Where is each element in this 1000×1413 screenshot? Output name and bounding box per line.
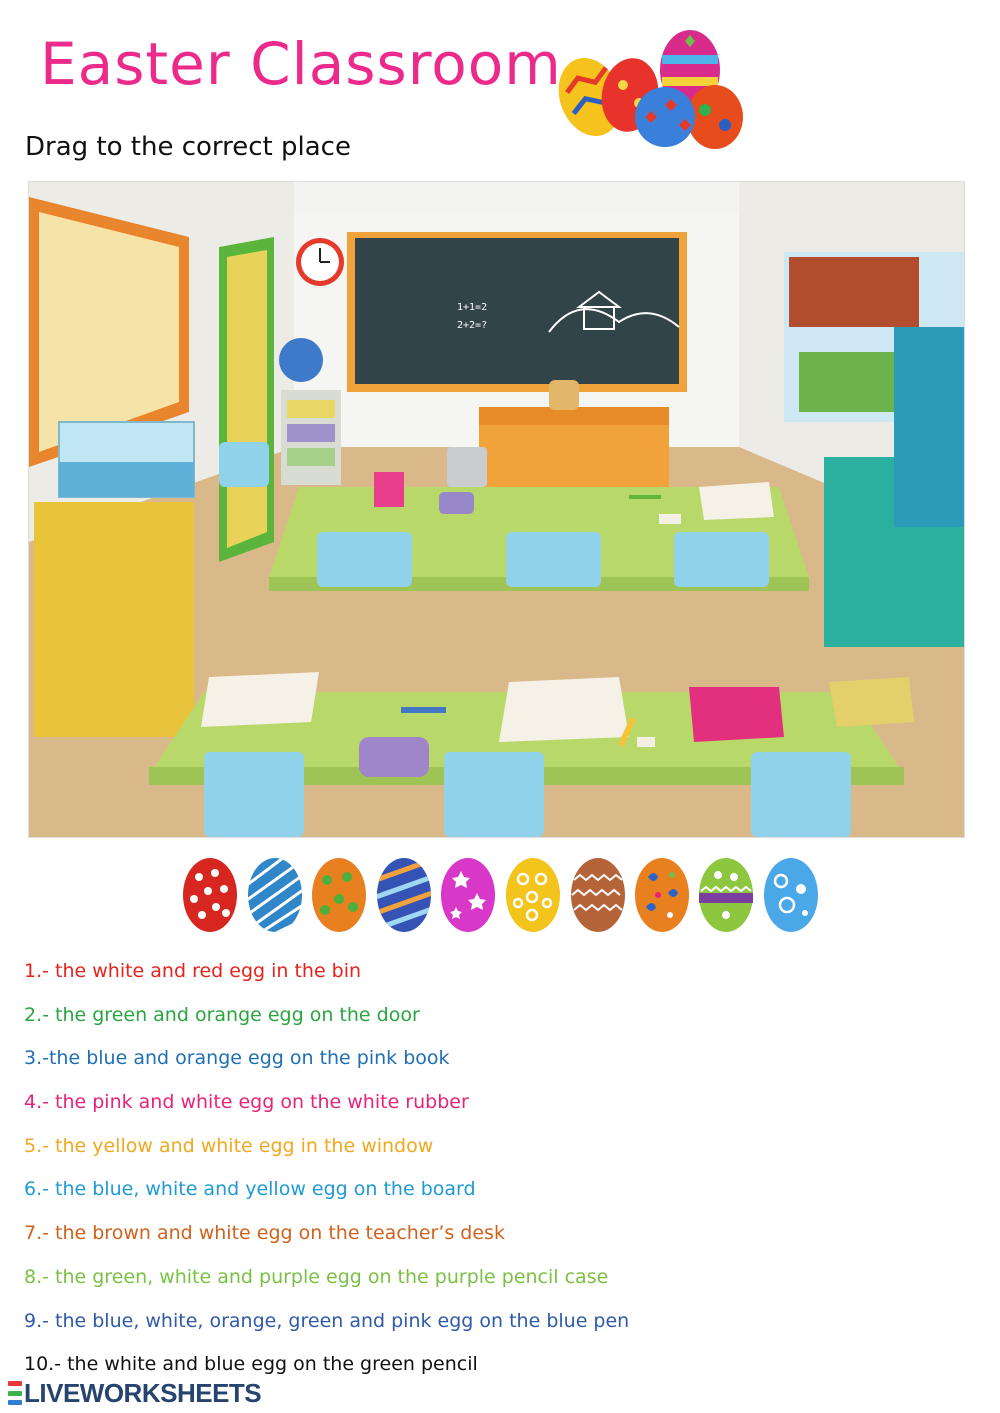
open-book-2 <box>201 672 319 727</box>
instruction-8: 8.- the green, white and purple egg on the purple pencil case <box>24 1265 609 1288</box>
egg-multicolor[interactable] <box>634 855 690 933</box>
chair-6 <box>751 752 851 837</box>
egg-palette <box>180 855 820 940</box>
page-title: Easter Classroom <box>40 30 562 98</box>
egg-green-orange[interactable] <box>311 855 367 933</box>
instruction-9: 9.- the blue, white, orange, green and pink egg on the blue pen <box>24 1309 630 1332</box>
egg-white-red[interactable] <box>182 855 238 933</box>
board-text-1: 1+1=2 <box>457 302 488 313</box>
instruction-5: 5.- the yellow and white egg in the window <box>24 1134 434 1157</box>
pink-book <box>689 687 784 742</box>
egg-yellow-white[interactable] <box>505 855 561 933</box>
liveworksheets-logo-icon <box>8 1381 22 1405</box>
pencil-cup <box>374 472 404 507</box>
chair-1 <box>317 532 412 587</box>
window-blind <box>789 257 919 327</box>
egg-pile-decoration <box>555 25 745 150</box>
blue-pen <box>401 707 446 713</box>
purple-pencil-case <box>359 737 429 777</box>
white-rubber-2 <box>637 737 655 747</box>
chair-2 <box>506 532 601 587</box>
brand-name: LIVEWORKSHEETS <box>24 1377 262 1408</box>
white-rubber-1 <box>659 514 681 524</box>
sharpener <box>439 492 474 514</box>
chair-3 <box>674 532 769 587</box>
chair-side <box>219 442 269 487</box>
instruction-7: 7.- the brown and white egg on the teacher’s desk <box>24 1222 505 1245</box>
egg-brown-white[interactable] <box>570 855 626 933</box>
egg-pink-white[interactable] <box>440 855 496 933</box>
board-text-2: 2+2=? <box>457 320 488 331</box>
egg-white-blue[interactable] <box>763 855 819 933</box>
egg-blue-white[interactable] <box>247 855 303 933</box>
instruction-3: 3.-the blue and orange egg on the pink book <box>24 1047 450 1070</box>
instruction-list <box>24 958 629 1395</box>
open-book-1 <box>699 482 774 520</box>
instruction-6: 6.- the blue, white and yellow egg on the board <box>24 1178 476 1201</box>
globe <box>279 338 323 382</box>
teacher-chair <box>549 380 579 410</box>
yellow-book <box>829 677 914 727</box>
chair-5 <box>444 752 544 837</box>
blackboard <box>355 238 679 384</box>
classroom-scene <box>28 181 965 838</box>
liveworksheets-logo <box>8 1377 262 1408</box>
chair-4 <box>204 752 304 837</box>
left-cabinet <box>34 502 194 737</box>
instruction-1: 1.- the white and red egg in the bin <box>24 960 362 982</box>
green-pen <box>629 495 661 499</box>
instruction-subtitle: Drag to the correct place <box>25 132 351 162</box>
egg-green-white-purple[interactable] <box>698 855 754 933</box>
instruction-4: 4.- the pink and white egg on the white rubber <box>24 1091 469 1114</box>
egg-blue-orange[interactable] <box>376 855 432 933</box>
instruction-2: 2.- the green and orange egg on the door <box>24 1003 420 1026</box>
open-book-3 <box>499 677 629 742</box>
instruction-10: 10.- the white and blue egg on the green pencil <box>24 1353 478 1376</box>
bin <box>447 447 487 487</box>
